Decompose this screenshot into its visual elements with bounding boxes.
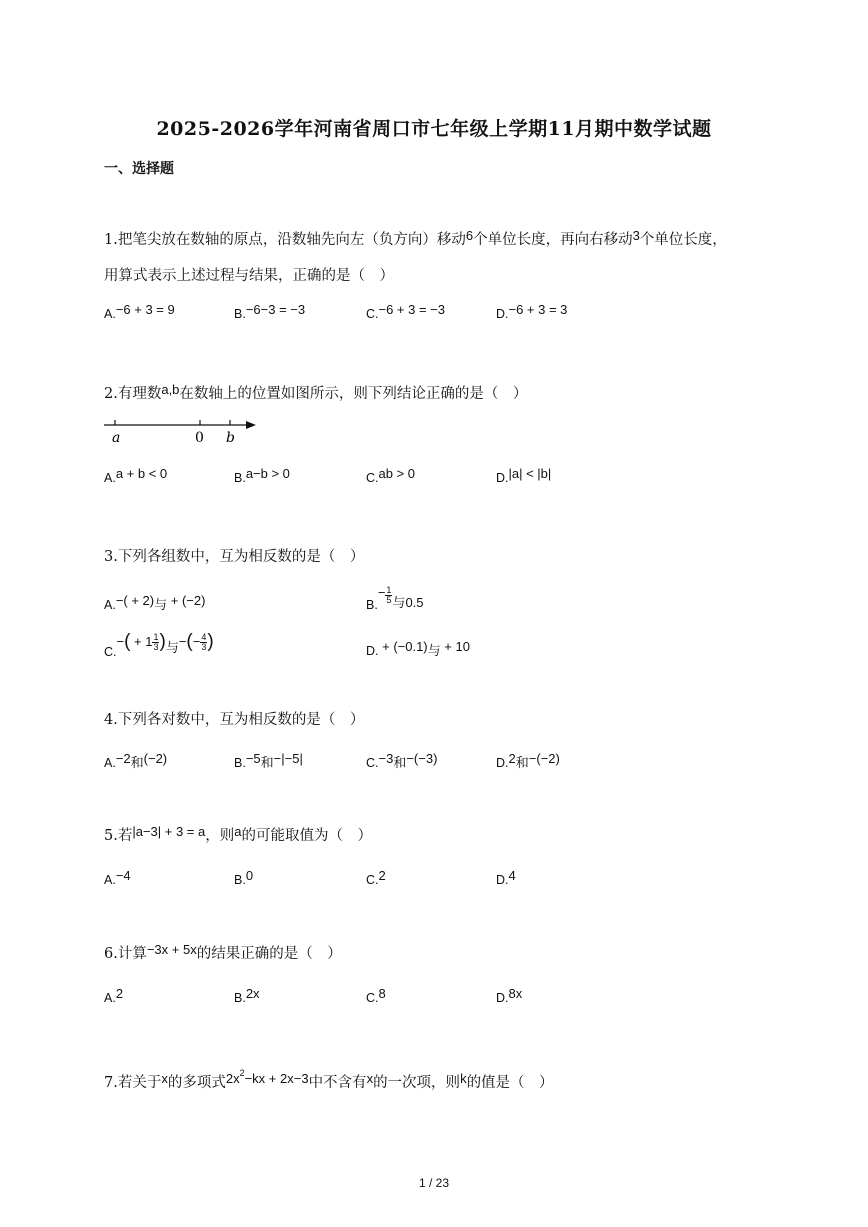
question-7: 7.若关于x的多项式$2x^2-kx + 2x-3$中不含有x的一次项，则k的值是（ ） [104, 1068, 554, 1091]
math-expression: −6 + 3 = −3 [378, 302, 446, 317]
axis-label-0: 0 [195, 430, 204, 446]
q2-option-c[interactable]: C.ab > 0 [366, 466, 416, 485]
q3-option-b[interactable]: B.− $\frac{1}{5}$ 与0.5 [366, 585, 424, 612]
page-number: 1 / 23 [418, 1176, 450, 1190]
math-expression: a + b < 0 [115, 466, 168, 481]
math-expression: −6 + 3 = 3 [508, 302, 568, 317]
section-heading: 一、选择题 [104, 161, 174, 177]
axis-label-a: a [112, 430, 121, 446]
math-expression: ab > 0 [378, 466, 416, 481]
math-expression: a,b [161, 382, 180, 397]
q2-option-b[interactable]: B.a−b > 0 [234, 466, 290, 485]
q3-option-a[interactable]: A.−( + 2)与 + (−2) [104, 593, 206, 613]
q1-option-a[interactable]: A.−6 + 3 = 9 [104, 302, 175, 321]
question-text: 个单位长度， [639, 232, 727, 248]
arrow-icon [246, 421, 256, 429]
math-expression: |a−3| + 3 = a [132, 824, 206, 839]
question-6: 6.计算−3x + 5x的结果正确的是（ ） [104, 942, 342, 962]
q6-option-c[interactable]: C.8 [366, 986, 386, 1005]
math-expression: 3 [632, 228, 640, 243]
question-5: 5.若|a−3| + 3 = a，则a的可能取值为（ ） [104, 824, 372, 844]
axis-label-b: b [226, 430, 235, 446]
math-expression: 6 [465, 228, 474, 243]
math-expression: 2x [225, 1071, 240, 1086]
question-3: 3.下列各组数中，互为相反数的是（ ） [104, 549, 365, 565]
question-2: 2.有理数a,b在数轴上的位置如图所示，则下列结论正确的是（ ） [104, 382, 528, 402]
page-title: 2025-2026学年河南省周口市七年级上学期11月期中数学试题 [156, 118, 712, 140]
q5-option-d[interactable]: D.4 [496, 868, 516, 887]
math-expression: −kx + 2x−3 [244, 1071, 309, 1086]
q1-option-d[interactable]: D.−6 + 3 = 3 [496, 302, 568, 321]
math-expression: a−b > 0 [245, 466, 290, 481]
q6-option-b[interactable]: B.2x [234, 986, 260, 1005]
math-expression: −6−3 = −3 [245, 302, 306, 317]
question-1-line2: 用算式表示上述过程与结果，正确的是（ ） [104, 268, 394, 284]
q1-option-b[interactable]: B.−6−3 = −3 [234, 302, 306, 321]
q1-option-c[interactable]: C.−6 + 3 = −3 [366, 302, 446, 321]
math-expression: −3x + 5x [146, 942, 197, 957]
math-expression: |a| < |b| [508, 466, 552, 481]
number-line-figure [100, 412, 260, 446]
q6-option-a[interactable]: A.2 [104, 986, 124, 1005]
q6-option-d[interactable]: D.8x [496, 986, 523, 1005]
question-1 [104, 230, 727, 250]
math-expression: −6 + 3 = 9 [115, 302, 175, 317]
question-4: 4.下列各对数中，互为相反数的是（ ） [104, 712, 365, 728]
question-text: 个单位长度，再向右移动 [473, 232, 633, 248]
q4-option-d[interactable]: D.2和−(−2) [496, 751, 560, 771]
q4-option-c[interactable]: C.−3和−(−3) [366, 751, 438, 771]
q5-option-a[interactable]: A.−4 [104, 868, 131, 887]
q3-option-c[interactable]: C.−( + 1 $\frac{1}{3}$ )与−(− $\frac{4}{3}$ ) [104, 631, 214, 659]
q4-option-a[interactable]: A.−2和(−2) [104, 751, 168, 771]
q2-option-d[interactable]: D.|a| < |b| [496, 466, 552, 485]
q4-option-b[interactable]: B.−5和−|−5| [234, 751, 303, 771]
q2-option-a[interactable]: A.a + b < 0 [104, 466, 168, 485]
q5-option-b[interactable]: B.0 [234, 868, 254, 887]
question-text: 1.把笔尖放在数轴的原点，沿数轴先向左（负方向）移动 [104, 232, 466, 248]
q3-option-d[interactable]: D. + (−0.1)与 + 10 [366, 639, 470, 659]
q5-option-c[interactable]: C.2 [366, 868, 386, 887]
